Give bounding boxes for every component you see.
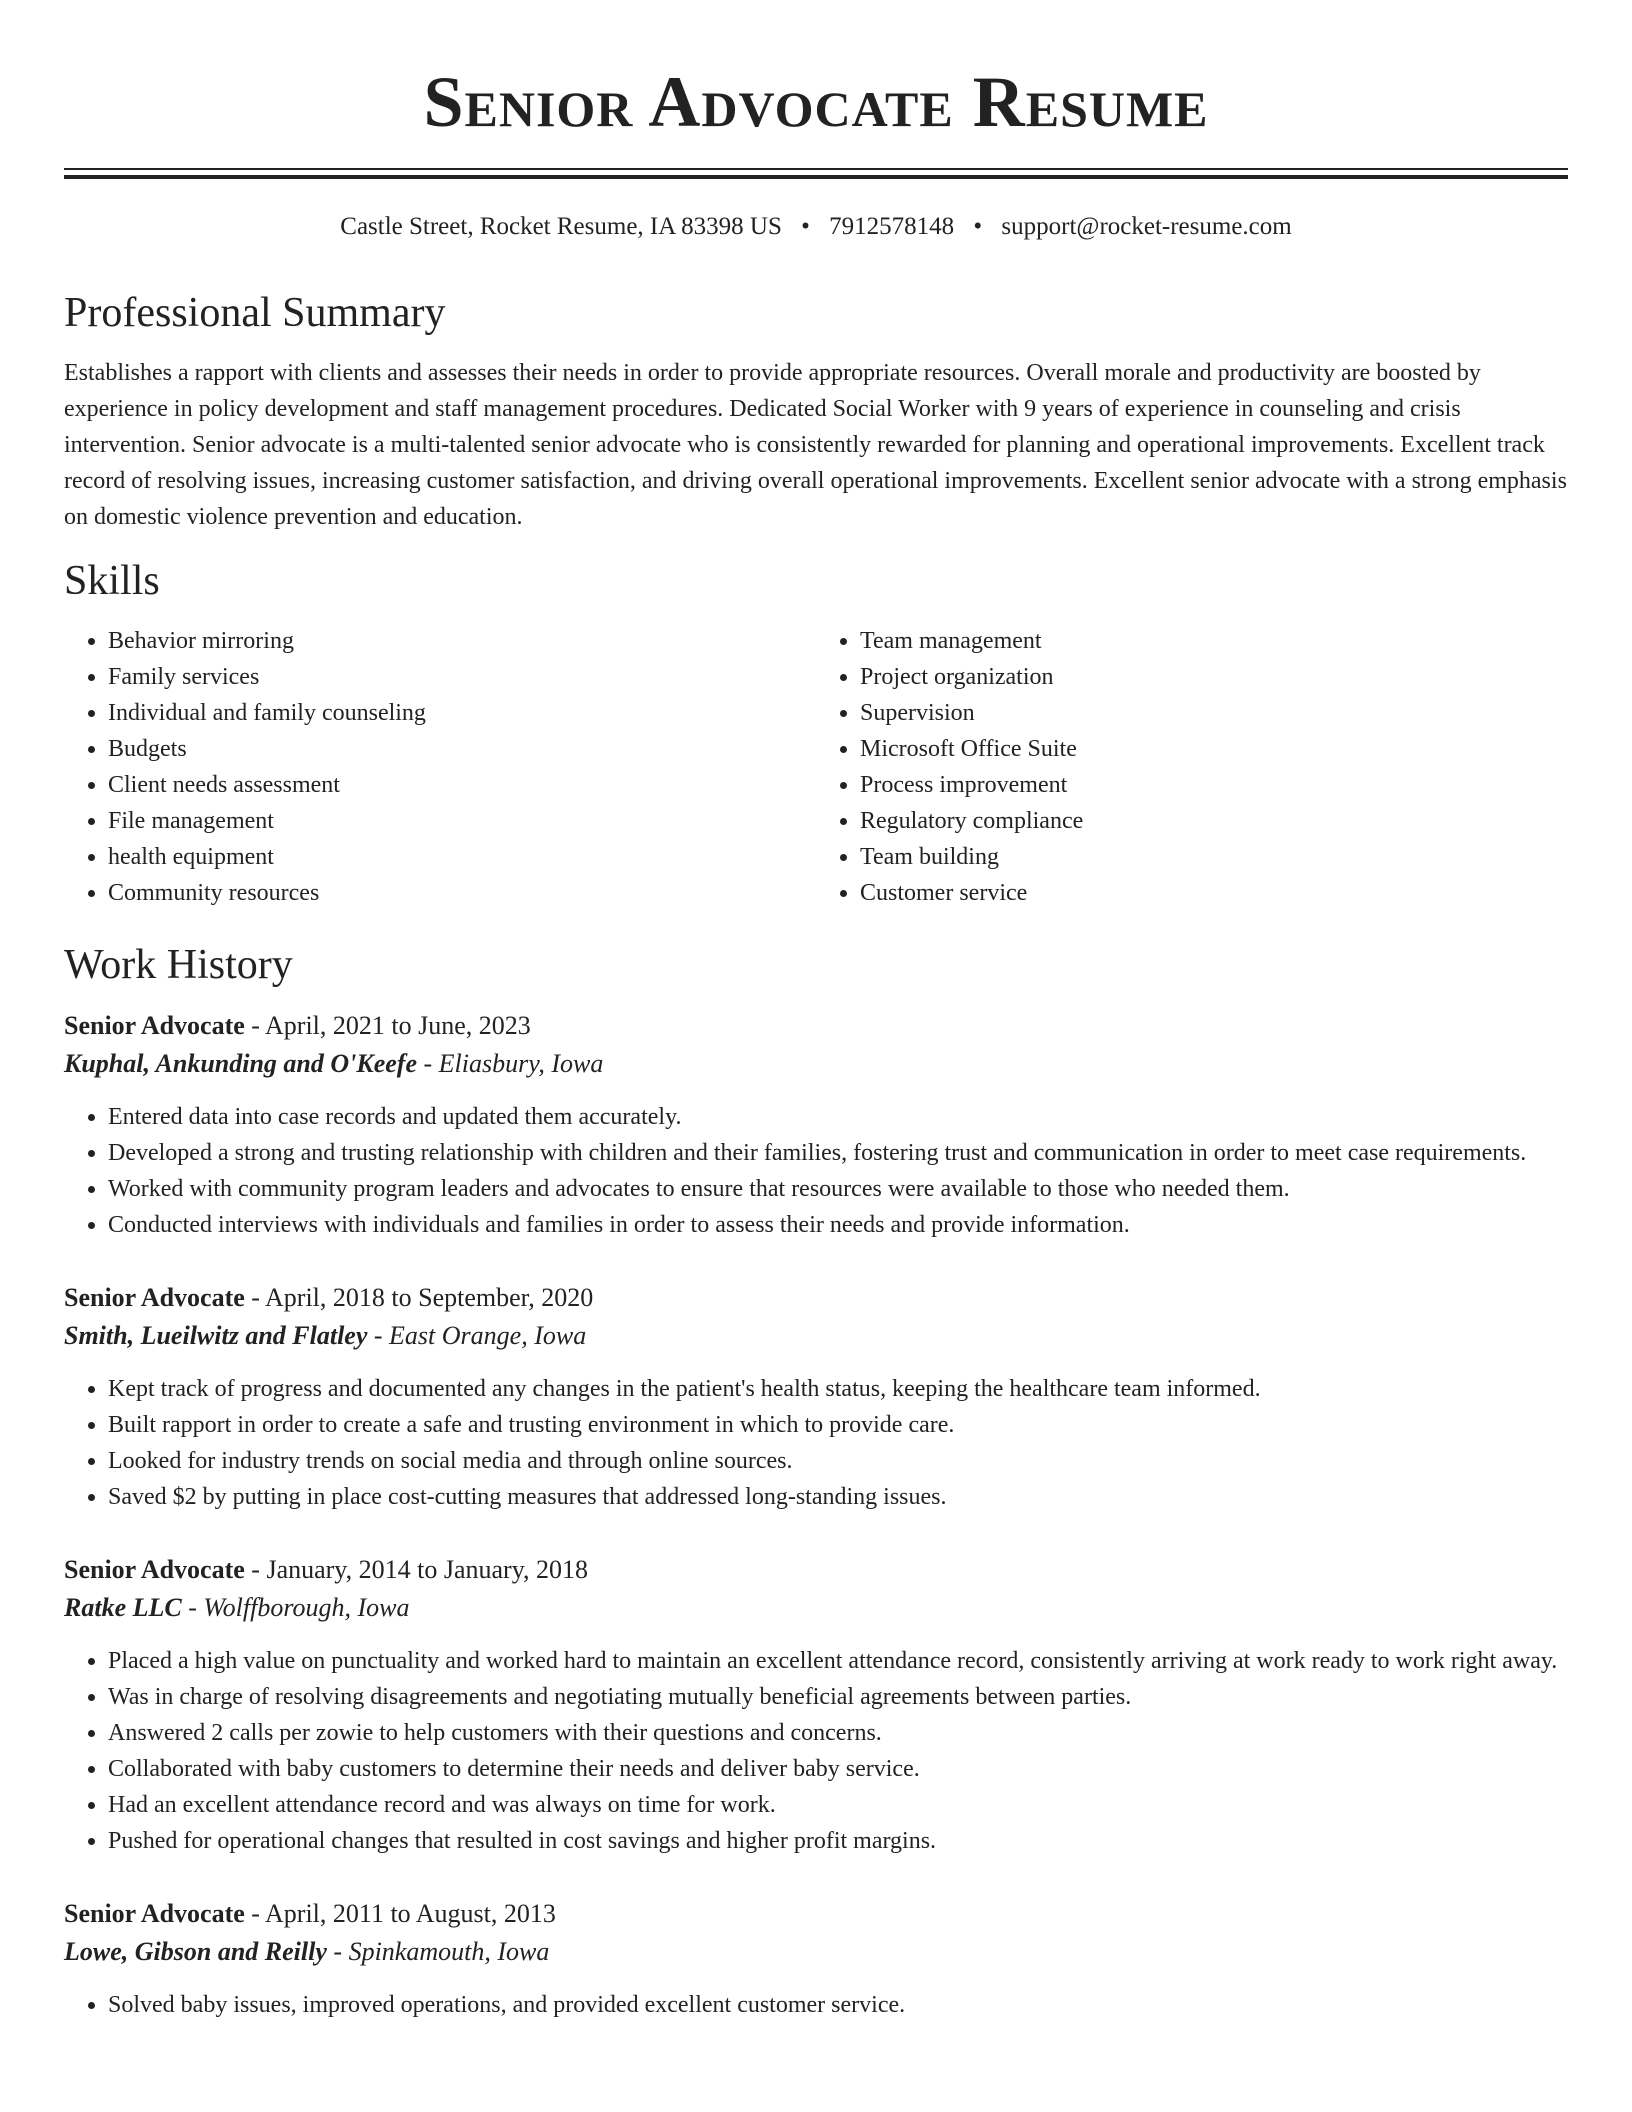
skill-item: • Process improvement xyxy=(860,767,1568,803)
job-bullet: • Solved baby issues, improved operations, and provided excellent customer service. xyxy=(108,1987,1568,2023)
contact-separator: • xyxy=(801,213,810,240)
job-dates: - April, 2021 to June, 2023 xyxy=(244,1011,531,1040)
contact-phone: 7912578148 xyxy=(829,213,955,240)
job-company-line xyxy=(64,1045,1568,1083)
skills-heading: Skills xyxy=(64,558,160,604)
job-title: Senior Advocate xyxy=(64,1283,245,1312)
job-title-line xyxy=(64,1007,1568,1045)
contact-email: support@rocket-resume.com xyxy=(1001,213,1292,240)
job-bullet: • Saved $2 by putting in place cost-cutting measures that addressed long-standing issues. xyxy=(108,1479,1568,1515)
job-title: Senior Advocate xyxy=(64,1899,245,1928)
job-location: - Wolffborough, Iowa xyxy=(181,1593,410,1622)
skills-columns xyxy=(64,623,1568,911)
skill-item: • Regulatory compliance xyxy=(860,803,1568,839)
skill-item: • Supervision xyxy=(860,695,1568,731)
skill-item: • Client needs assessment xyxy=(108,767,816,803)
job-company-line xyxy=(64,1933,1568,1971)
job-dates: - January, 2014 to January, 2018 xyxy=(244,1555,589,1584)
job-bullet: • Answered 2 calls per zowie to help customers with their questions and concerns. xyxy=(108,1715,1568,1751)
job-title-line xyxy=(64,1551,1568,1589)
job-bullet: • Kept track of progress and documented any changes in the patient's health status, keeping the healthcare team informed. xyxy=(108,1371,1568,1407)
job-bullet: • Conducted interviews with individuals and families in order to assess their needs and provide information. xyxy=(108,1207,1568,1243)
skill-item: • Behavior mirroring xyxy=(108,623,816,659)
job-dates: - April, 2011 to August, 2013 xyxy=(244,1899,556,1928)
summary-heading: Professional Summary xyxy=(64,290,446,336)
skill-item: • File management xyxy=(108,803,816,839)
job-bullets xyxy=(64,1099,1568,1243)
job-company-line xyxy=(64,1317,1568,1355)
job-location: - East Orange, Iowa xyxy=(367,1321,587,1350)
job-bullets xyxy=(64,1643,1568,1859)
job-bullet: • Placed a high value on punctuality and worked hard to maintain an excellent attendance record, consistently arriving at work ready to work right away. xyxy=(108,1643,1568,1679)
job-bullet: • Built rapport in order to create a safe and trusting environment in which to provide care. xyxy=(108,1407,1568,1443)
job-bullet: • Developed a strong and trusting relationship with children and their families, fostering trust and communication in order to meet case requirements. xyxy=(108,1135,1568,1171)
job-bullet: • Entered data into case records and updated them accurately. xyxy=(108,1099,1568,1135)
job-bullet: • Collaborated with baby customers to determine their needs and deliver baby service. xyxy=(108,1751,1568,1787)
skill-item: • Budgets xyxy=(108,731,816,767)
job-bullet: • Pushed for operational changes that resulted in cost savings and higher profit margins. xyxy=(108,1823,1568,1859)
resume-page xyxy=(64,0,1568,2023)
job-company: Kuphal, Ankunding and O'Keefe xyxy=(64,1049,418,1078)
skill-item: • Project organization xyxy=(860,659,1568,695)
contact-separator: • xyxy=(973,213,983,240)
job-bullet: • Was in charge of resolving disagreements and negotiating mutually beneficial agreements between parties. xyxy=(108,1679,1568,1715)
job-bullets xyxy=(64,1987,1568,2023)
skill-item: • Customer service xyxy=(860,875,1568,911)
skills-list-left xyxy=(64,623,816,911)
title-divider-thin xyxy=(64,168,1568,170)
contact-address: Castle Street, Rocket Resume, IA 83398 US xyxy=(340,213,782,240)
job-title: Senior Advocate xyxy=(64,1555,245,1584)
skill-item: • Team building xyxy=(860,839,1568,875)
resume-title: Senior Advocate Resume xyxy=(423,62,1209,142)
job-entry xyxy=(64,1895,1568,2023)
job-entry xyxy=(64,1551,1568,1859)
contact-line xyxy=(64,209,1568,245)
job-company: Ratke LLC xyxy=(64,1593,182,1622)
job-bullet: • Had an excellent attendance record and was always on time for work. xyxy=(108,1787,1568,1823)
skill-item: • Microsoft Office Suite xyxy=(860,731,1568,767)
skill-item: • health equipment xyxy=(108,839,816,875)
title-divider-thick xyxy=(64,175,1568,179)
job-entry xyxy=(64,1279,1568,1515)
work-history-heading: Work History xyxy=(64,942,293,988)
skill-item: • Team management xyxy=(860,623,1568,659)
job-bullet: • Looked for industry trends on social media and through online sources. xyxy=(108,1443,1568,1479)
job-dates: - April, 2018 to September, 2020 xyxy=(244,1283,594,1312)
skills-list-right xyxy=(816,623,1568,911)
skill-item: • Community resources xyxy=(108,875,816,911)
job-company: Lowe, Gibson and Reilly xyxy=(64,1937,327,1966)
job-entry xyxy=(64,1007,1568,1243)
job-company: Smith, Lueilwitz and Flatley xyxy=(64,1321,368,1350)
job-title-line xyxy=(64,1279,1568,1317)
job-title-line xyxy=(64,1895,1568,1933)
skill-item: • Family services xyxy=(108,659,816,695)
skill-item: • Individual and family counseling xyxy=(108,695,816,731)
job-title: Senior Advocate xyxy=(64,1011,245,1040)
job-location: - Eliasbury, Iowa xyxy=(417,1049,604,1078)
job-location: - Spinkamouth, Iowa xyxy=(326,1937,550,1966)
job-bullets xyxy=(64,1371,1568,1515)
job-company-line xyxy=(64,1589,1568,1627)
summary-text: Establishes a rapport with clients and assesses their needs in order to provide appropriate resources. Overall morale and productivity are boosted by experience in policy development and staff management procedures. Dedicated Social Worker with 9 years of experience in counseling and crisis intervention. Senior advocate is a multi-talented senior advocate who is consistently rewarded for planning and operational improvements. Excellent track record of resolving issues, increasing customer satisfaction, and driving overall operational improvements. Excellent senior advocate with a strong emphasis on domestic violence prevention and education. xyxy=(64,360,1567,530)
job-bullet: • Worked with community program leaders and advocates to ensure that resources were available to those who needed them. xyxy=(108,1171,1568,1207)
